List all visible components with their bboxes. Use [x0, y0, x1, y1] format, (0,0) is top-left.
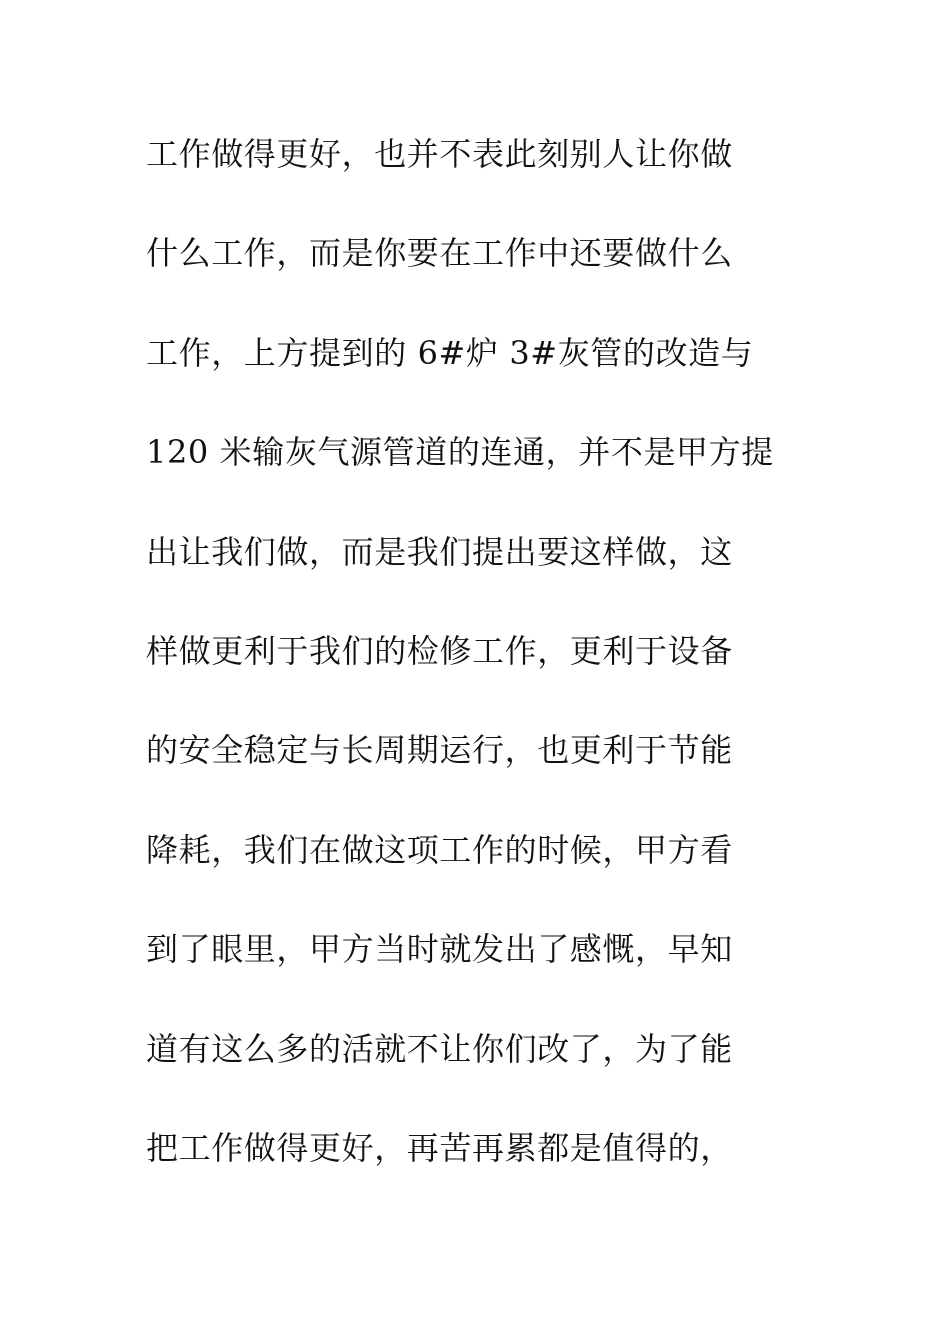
text-line: 工作，上方提到的 6#炉 3#灰管的改造与 [146, 333, 754, 372]
text-line: 出让我们做，而是我们提出要这样做，这 [146, 532, 733, 571]
body-text [146, 128, 826, 1221]
text-line: 什么工作，而是你要在工作中还要做什么 [146, 234, 733, 273]
text-line: 道有这么多的活就不让你们改了，为了能 [146, 1029, 733, 1068]
text-line: 到了眼里，甲方当时就发出了感慨，早知 [146, 930, 733, 969]
text-line: 把工作做得更好，再苦再累都是值得的， [146, 1128, 733, 1167]
text-line: 样做更利于我们的检修工作，更利于设备 [146, 631, 733, 670]
text-line: 工作做得更好，也并不表此刻别人让你做 [146, 135, 733, 173]
text-line: 120 米输灰气源管道的连通，并不是甲方提 [146, 433, 774, 472]
text-line: 的安全稳定与长周期运行，也更利于节能 [146, 731, 733, 770]
text-line: 降耗，我们在做这项工作的时候，甲方看 [146, 830, 733, 869]
